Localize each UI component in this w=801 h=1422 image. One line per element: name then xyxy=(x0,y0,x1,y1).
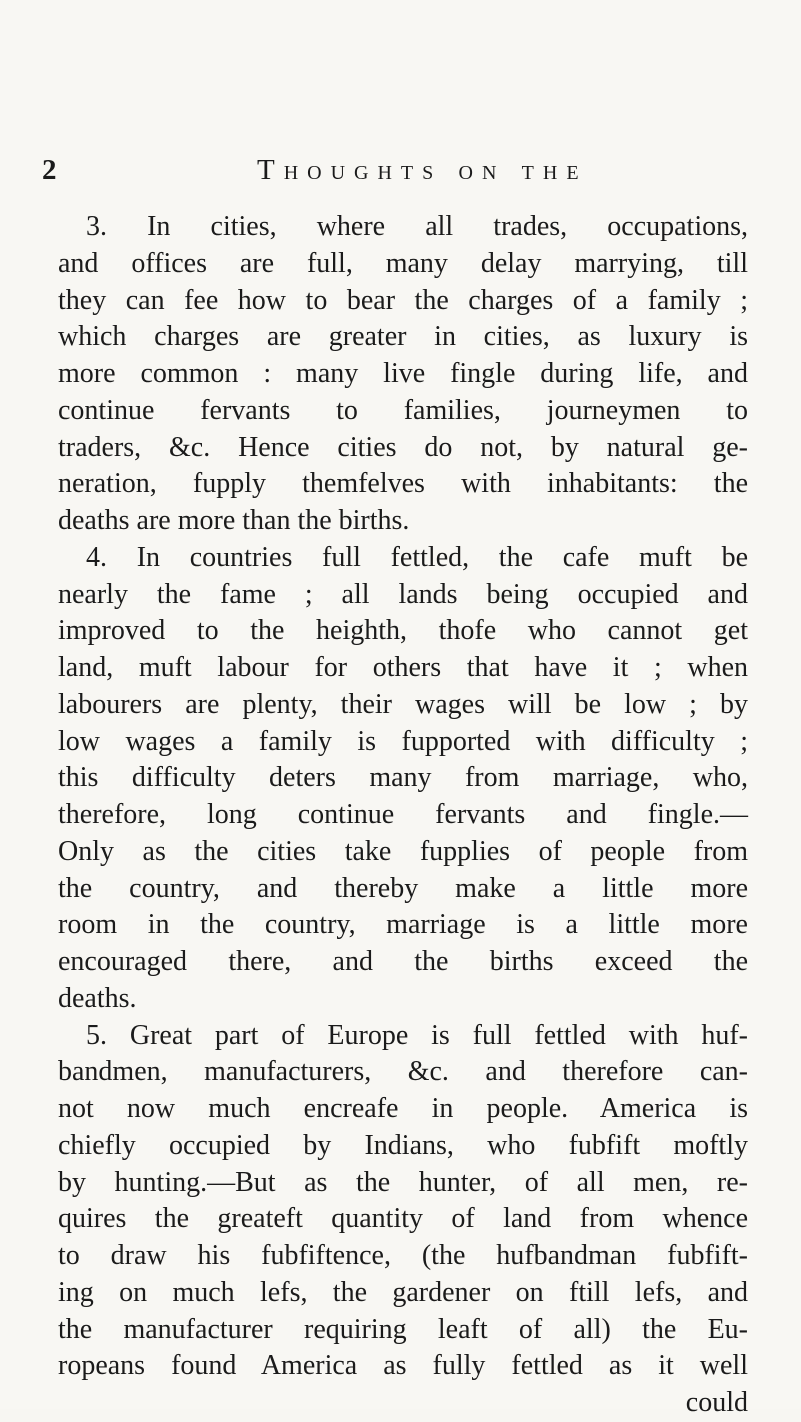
text-line: to draw his fubfiftence, (the hufbandman fubfift- xyxy=(58,1240,748,1271)
text-line: improved to the heighth, thofe who cannot get xyxy=(58,615,748,647)
text-line: 3. In cities, where all trades, occupations, xyxy=(86,211,748,242)
text-line: bandmen, manufacturers, &c. and therefore can- xyxy=(58,1056,748,1088)
text-line: which charges are greater in cities, as luxury is xyxy=(58,321,748,353)
text-line: ing on much lefs, the gardener on ftill lefs, and xyxy=(58,1276,748,1308)
text-line: the manufacturer requiring leaft of all) the Eu- xyxy=(58,1313,748,1345)
text-line: 4. In countries full fettled, the cafe muft be xyxy=(86,541,748,573)
text-line: deaths. xyxy=(58,982,137,1014)
page-number: 2 xyxy=(42,154,57,186)
text-line: room in the country, marriage is a little more xyxy=(58,909,748,941)
text-line: traders, &c. Hence cities do not, by natural ge- xyxy=(58,431,748,463)
page-header xyxy=(42,152,732,188)
text-line: more common : many live fingle during life, and xyxy=(58,358,748,389)
running-head: Thoughts on the xyxy=(257,154,588,186)
text-line: neration, fupply themfelves with inhabitants: the xyxy=(58,468,748,500)
text-line: quires the greateft quantity of land from whence xyxy=(58,1203,748,1235)
text-line: by hunting.—But as the hunter, of all men, re- xyxy=(58,1166,748,1198)
text-line: nearly the fame ; all lands being occupied and xyxy=(58,578,748,610)
text-line: 5. Great part of Europe is full fettled with huf- xyxy=(86,1019,748,1051)
text-line: the country, and thereby make a little more xyxy=(58,872,748,904)
text-line: chiefly occupied by Indians, who fubfift moftly xyxy=(58,1129,748,1161)
text-line: land, muft labour for others that have it ; when xyxy=(58,652,748,683)
text-line: continue fervants to families, journeymen to xyxy=(58,394,748,426)
text-line: they can fee how to bear the charges of a family ; xyxy=(58,284,748,316)
body-text xyxy=(58,209,748,1422)
text-line: labourers are plenty, their wages will be low ; by xyxy=(58,688,748,720)
text-line: encouraged there, and the births exceed the xyxy=(58,946,748,977)
text-line: this difficulty deters many from marriage, who, xyxy=(58,762,748,794)
text-line: ropeans found America as fully fettled as it well xyxy=(58,1350,748,1382)
text-line: deaths are more than the births. xyxy=(58,505,410,536)
text-line: Only as the cities take fupplies of people from xyxy=(58,835,748,867)
text-line: and offices are full, many delay marrying, till xyxy=(58,247,748,279)
text-line: not now much encreafe in people. America is xyxy=(58,1093,748,1124)
catchword: could xyxy=(685,1387,748,1418)
text-line: therefore, long continue fervants and fingle.— xyxy=(58,799,748,830)
text-line: low wages a family is fupported with difficulty ; xyxy=(58,725,748,757)
